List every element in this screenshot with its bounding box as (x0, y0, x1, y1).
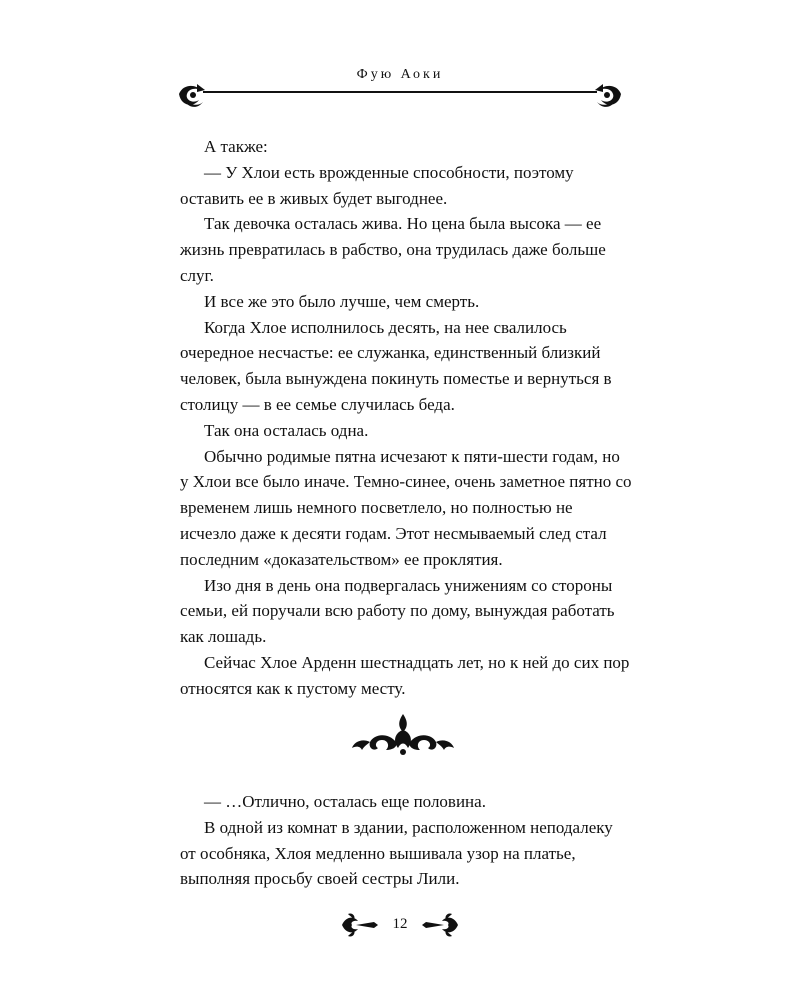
footer-right-fleuron-icon (422, 913, 458, 936)
paragraph: Так она осталась одна. (204, 420, 369, 440)
section-divider-ornament-icon (348, 712, 458, 760)
left-corner-ornament-icon (179, 84, 205, 107)
footer-left-fleuron-icon (342, 913, 378, 936)
paragraph: — …Отлично, осталась еще половина. (204, 792, 486, 811)
paragraph: Так девочка осталась жива. Но цена была высока — ее жизнь превратилась в рабство, она трудилась даже больше слуг. (180, 214, 606, 285)
right-corner-ornament-icon (595, 84, 621, 107)
paragraph: Когда Хлое исполнилось десять, на нее свалилось очередное несчастье: ее служанка, единственный близкий человек, была вынуждена покинуть поместье и вернуться в столицу — в ее семье случилась беда. (180, 317, 612, 414)
paragraph: — У Хлои есть врожденные способности, поэтому оставить ее в живых будет выгоднее. (180, 162, 574, 208)
paragraph: А также: (204, 137, 268, 156)
running-header-author: Фую Аоки (356, 67, 444, 82)
paragraph: И все же это было лучше, чем смерть. (204, 291, 480, 311)
paragraph: Сейчас Хлое Арденн шестнадцать лет, но к ней до сих пор относятся как к пустому месту. (180, 652, 630, 698)
header-ornament-rule (177, 80, 623, 110)
paragraph: Изо дня в день она подвергалась унижениям со стороны семьи, ей поручали всю работу по дому, вынуждая работать как лошадь. (180, 575, 615, 647)
continuation-text-block (180, 789, 632, 892)
page-number: 12 (392, 916, 408, 932)
paragraph: В одной из комнат в здании, расположенном неподалеку от особняка, Хлоя медленно вышивала узор на платье, выполняя просьбу своей сестры Лили. (180, 817, 613, 889)
main-text-block (180, 134, 632, 702)
paragraph: Обычно родимые пятна исчезают к пяти-шести годам, но у Хлои все было иначе. Темно-синее, очень заметное пятно со временем лишь немного посветлело, но полностью не исчезло даже к десяти годам. Этот несмываемый след стал последним «доказательством» ее проклятия. (180, 446, 632, 569)
